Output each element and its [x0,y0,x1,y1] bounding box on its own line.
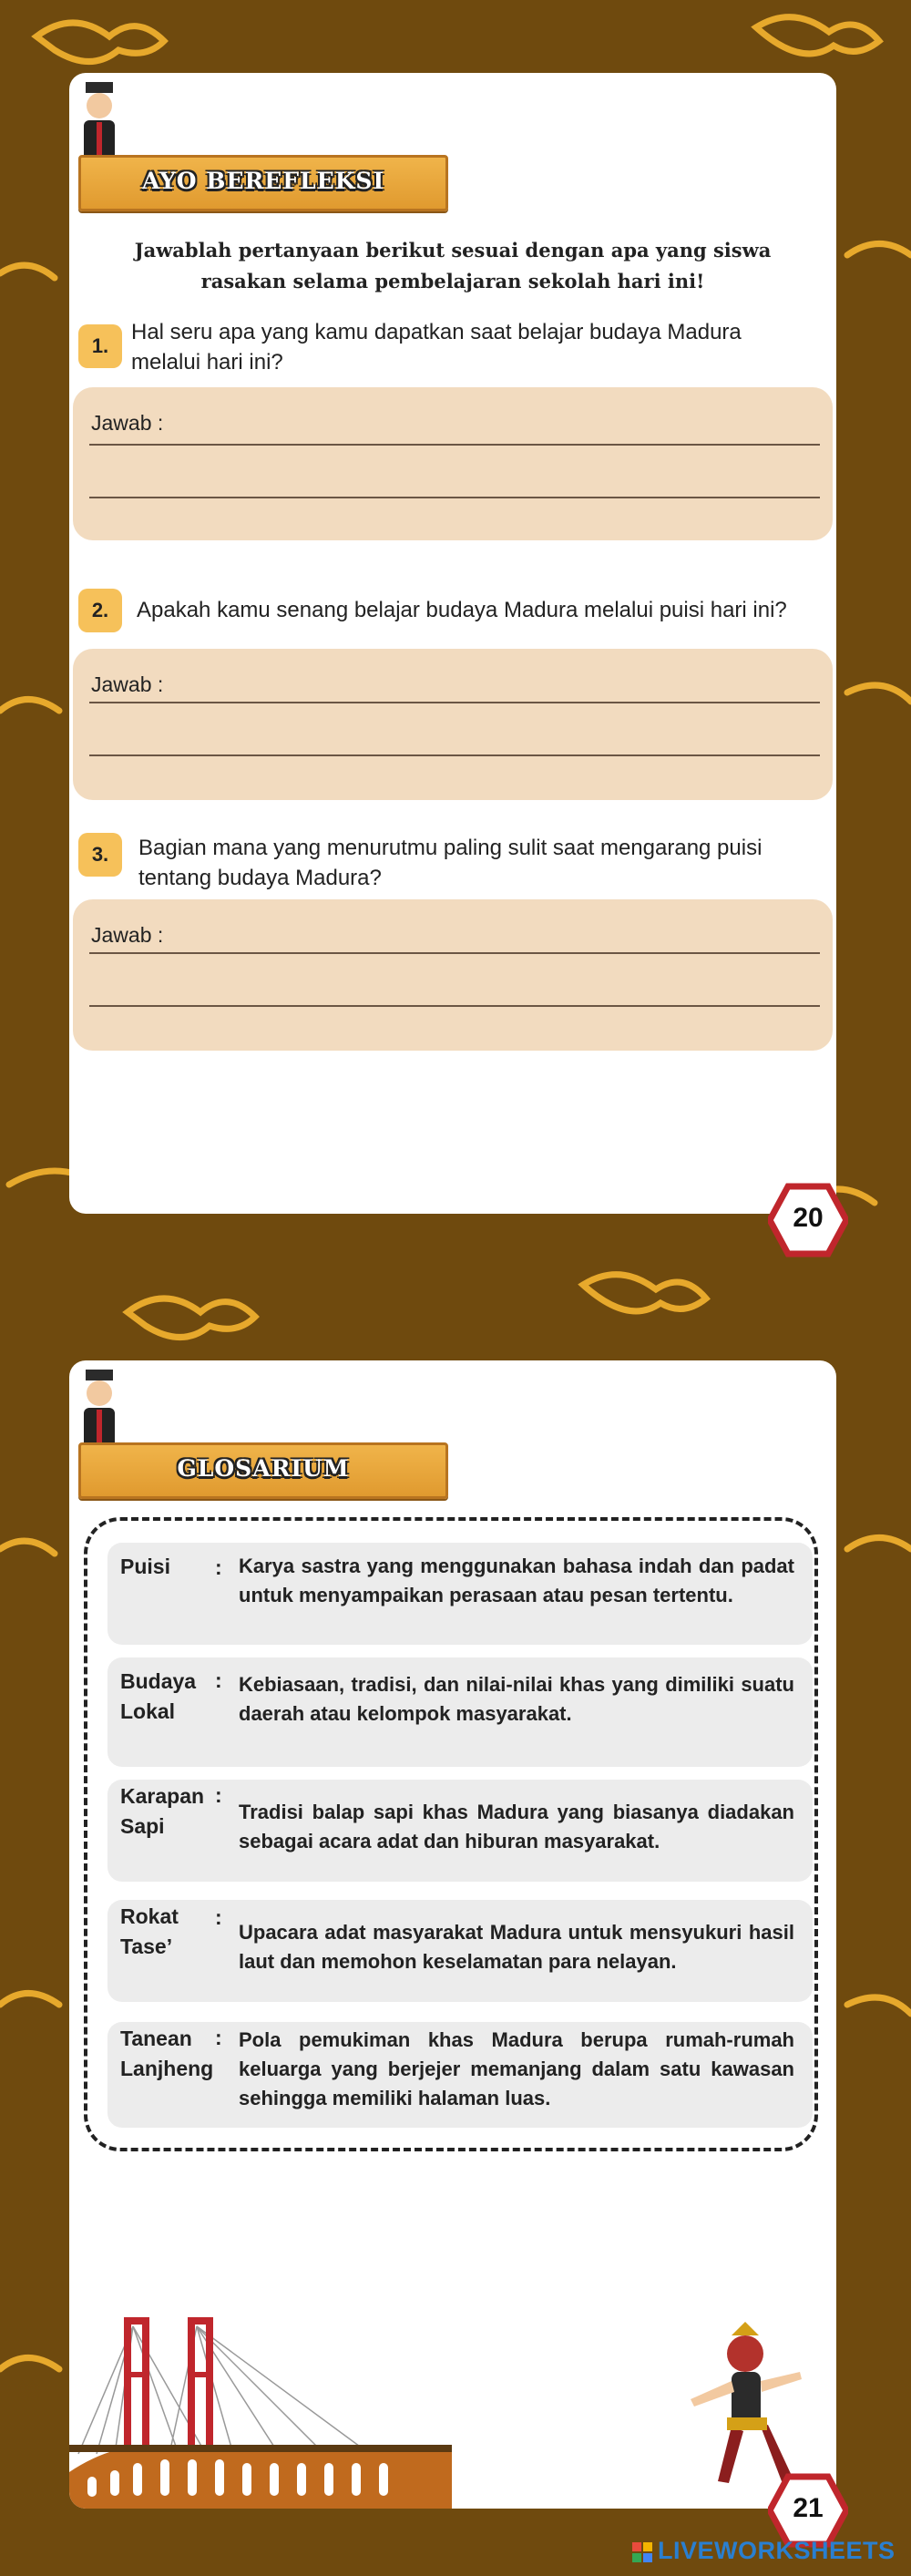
question-number: 1. [78,324,122,368]
question-line: tentang budaya Madura? [138,866,382,890]
page-number: 20 [793,1203,824,1233]
term-line: Puisi [120,1555,170,1578]
section-header [78,1442,448,1499]
instruction-text [124,235,782,297]
glossary-definition: Upacara adat masyarakat Madura untuk mensyukuri hasil laut dan memohon keselamatan para nelayan. [239,1921,794,1973]
term-line: Karapan [120,1784,205,1808]
answer-line[interactable] [89,702,820,703]
answer-label: Jawab : [91,411,164,435]
answer-line[interactable] [89,497,820,498]
glossary-definition: Tradisi balap sapi khas Madura yang biasanya diadakan sebagai acara adat dan hiburan masyarakat. [239,1801,794,1852]
glossary-term [120,1552,170,1582]
question-text [138,833,762,893]
glossary-term [120,1781,204,1842]
section-title: GLOSARIUM [177,1455,350,1482]
term-line: Lokal [120,1699,176,1723]
term-line: Tanean [120,2027,192,2050]
answer-box[interactable] [73,899,833,1051]
question-line: melalui hari ini? [131,350,283,375]
question-number: 3. [78,833,122,877]
glossary-colon: : [215,1555,222,1579]
question-line: Bagian mana yang menurutmu paling sulit saat mengarang puisi [138,836,763,860]
glossary-box [84,1517,818,2151]
glossary-entry [107,1780,813,1882]
instruction-line: rasakan selama pembelajaran sekolah hari ini! [200,270,705,292]
worksheet-page-21 [69,1360,836,2509]
answer-line[interactable] [89,754,820,756]
liveworksheets-logo-icon [632,2542,652,2562]
dancer-illustration [681,2317,818,2499]
worksheet-page-20 [69,73,836,1214]
glossary-definition: Kebiasaan, tradisi, dan nilai-nilai khas yang dimiliki suatu daerah atau kelompok masyarakat. [239,1673,794,1725]
answer-box[interactable] [73,649,833,800]
term-line: Budaya [120,1669,197,1693]
section-title: AYO BEREFLEKSI [141,168,385,194]
glossary-entry [107,1543,813,1645]
term-line: Rokat [120,1904,179,1928]
answer-label: Jawab : [91,923,164,947]
glossary-colon: : [215,2026,222,2049]
question-line: Hal seru apa yang kamu dapatkan saat belajar budaya Madura [131,320,742,344]
term-line: Lanjheng [120,2057,214,2080]
glossary-term [120,2024,213,2084]
answer-box[interactable] [73,387,833,540]
instruction-line: Jawablah pertanyaan berikut sesuai dengan apa yang siswa [134,239,772,262]
glossary-entry [107,1657,813,1767]
answer-line[interactable] [89,444,820,446]
answer-line[interactable] [89,1005,820,1007]
glossary-colon: : [215,1783,222,1807]
glossary-definition: Pola pemukiman khas Madura berupa rumah-rumah keluarga yang berjejer memanjang dalam satu kawasan sehingga memiliki halaman luas. [239,2028,794,2109]
page-number: 21 [793,2493,824,2523]
glossary-entry [107,2022,813,2128]
question-line: Apakah kamu senang belajar budaya Madura melalui puisi hari ini? [137,598,787,622]
question-text [137,595,787,625]
glossary-colon: : [215,1905,222,1929]
answer-label: Jawab : [91,672,164,696]
glossary-term [120,1667,196,1727]
bridge-illustration [69,2281,452,2509]
brand-watermark[interactable]: LIVEWORKSHEETS [658,2537,896,2564]
glossary-term [120,1902,179,1962]
answer-line[interactable] [89,952,820,954]
glossary-colon: : [215,1668,222,1692]
term-line: Tase’ [120,1935,173,1958]
question-number: 2. [78,589,122,632]
section-header [78,155,448,211]
glossary-definition: Karya sastra yang menggunakan bahasa indah dan padat untuk menyampaikan perasaan atau pesan tertentu. [239,1555,794,1606]
page-number-badge [768,1183,848,1257]
glossary-entry [107,1900,813,2002]
question-text [131,317,742,377]
term-line: Sapi [120,1814,165,1838]
